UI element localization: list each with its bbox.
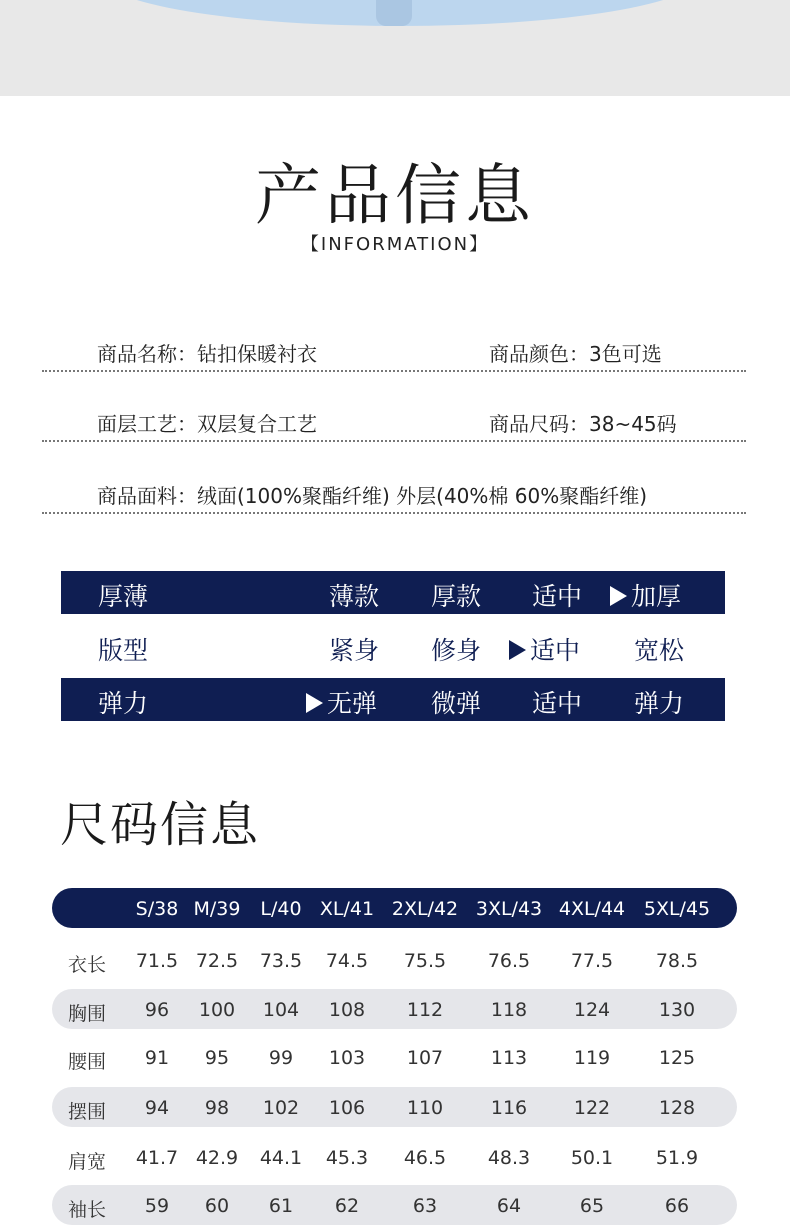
- info-row: [42, 472, 746, 514]
- size-col-header: 3XL/43: [475, 898, 543, 920]
- size-col-header: L/40: [260, 898, 302, 920]
- attr-row-thickness: [61, 571, 725, 614]
- size-cell: 46.5: [403, 1147, 447, 1169]
- size-cell: 73.5: [259, 950, 303, 972]
- size-col-header: M/39: [193, 898, 241, 920]
- triangle-marker-icon: [306, 693, 323, 713]
- size-table-header: [52, 888, 737, 928]
- attr-label: 版型: [98, 636, 149, 665]
- size-cell: 65: [579, 1195, 605, 1217]
- size-cell: 99: [268, 1047, 294, 1069]
- size-cell: 62: [334, 1195, 360, 1217]
- size-cell: 48.3: [487, 1147, 531, 1169]
- size-cell: 113: [490, 1047, 528, 1069]
- size-cell: 119: [573, 1047, 611, 1069]
- attr-row-elasticity: [61, 678, 725, 721]
- size-cell: 61: [268, 1195, 294, 1217]
- size-cell: 106: [328, 1097, 366, 1119]
- size-cell: 42.9: [195, 1147, 239, 1169]
- size-cell: 74.5: [325, 950, 369, 972]
- size-cell: 100: [198, 999, 236, 1021]
- attr-option: 适中: [532, 689, 583, 718]
- size-cell: 107: [406, 1047, 444, 1069]
- size-col-header: XL/41: [319, 898, 375, 920]
- size-row-hem: [52, 1087, 737, 1127]
- triangle-marker-icon: [610, 586, 627, 606]
- attr-option-selected: 无弹: [306, 684, 377, 720]
- attr-row-fit: [61, 625, 725, 668]
- attr-option-selected: 加厚: [610, 577, 681, 613]
- size-cell: 98: [204, 1097, 230, 1119]
- size-cell: 112: [406, 999, 444, 1021]
- size-cell: 78.5: [655, 950, 699, 972]
- info-craft: 面层工艺：双层复合工艺: [97, 412, 317, 436]
- size-cell: 60: [204, 1195, 230, 1217]
- size-cell: 41.7: [135, 1147, 179, 1169]
- info-fabric: 商品面料：绒面(100%聚酯纤维) 外层(40%棉 60%聚酯纤维): [97, 484, 648, 508]
- size-cell: 91: [144, 1047, 170, 1069]
- size-cell: 102: [262, 1097, 300, 1119]
- info-row: [42, 400, 746, 442]
- attr-option: 厚款: [431, 582, 482, 611]
- shirt-placket-image: [376, 0, 412, 26]
- size-cell: 116: [490, 1097, 528, 1119]
- size-row-shoulder: [52, 1137, 737, 1177]
- info-product-color: 商品颜色：3色可选: [489, 342, 662, 366]
- size-cell: 125: [658, 1047, 696, 1069]
- size-row-chest: [52, 989, 737, 1029]
- size-cell: 76.5: [487, 950, 531, 972]
- size-cell: 72.5: [195, 950, 239, 972]
- size-row-length: [52, 940, 737, 980]
- size-cell: 51.9: [655, 1147, 699, 1169]
- info-size-range: 商品尺码：38~45码: [489, 412, 677, 436]
- size-cell: 103: [328, 1047, 366, 1069]
- size-cell: 108: [328, 999, 366, 1021]
- size-cell: 44.1: [259, 1147, 303, 1169]
- size-cell: 128: [658, 1097, 696, 1119]
- size-cell: 71.5: [135, 950, 179, 972]
- size-cell: 104: [262, 999, 300, 1021]
- size-cell: 63: [412, 1195, 438, 1217]
- page-title: 产品信息: [255, 157, 535, 234]
- triangle-marker-icon: [509, 640, 526, 660]
- attr-option: 适中: [532, 582, 583, 611]
- size-row-waist: [52, 1037, 737, 1077]
- size-cell: 59: [144, 1195, 170, 1217]
- size-col-header: 4XL/44: [558, 898, 626, 920]
- size-cell: 77.5: [570, 950, 614, 972]
- attr-option-selected: 适中: [509, 631, 580, 667]
- size-cell: 96: [144, 999, 170, 1021]
- size-cell: 66: [664, 1195, 690, 1217]
- size-col-header: 2XL/42: [391, 898, 459, 920]
- size-cell: 50.1: [570, 1147, 614, 1169]
- size-cell: 94: [144, 1097, 170, 1119]
- attr-option: 微弹: [431, 689, 482, 718]
- size-cell: 130: [658, 999, 696, 1021]
- attr-option: 薄款: [329, 582, 380, 611]
- size-section-title: 尺码信息: [60, 797, 261, 853]
- attr-option: 紧身: [329, 636, 380, 665]
- size-row-label: 摆围: [68, 1101, 107, 1123]
- size-row-label: 衣长: [68, 954, 107, 976]
- size-col-header: 5XL/45: [643, 898, 711, 920]
- size-cell: 110: [406, 1097, 444, 1119]
- attr-label: 弹力: [98, 689, 149, 718]
- size-cell: 75.5: [403, 950, 447, 972]
- size-cell: 45.3: [325, 1147, 369, 1169]
- info-product-name: 商品名称：钻扣保暖衬衣: [97, 342, 317, 366]
- size-cell: 122: [573, 1097, 611, 1119]
- size-cell: 95: [204, 1047, 230, 1069]
- attr-option: 修身: [431, 636, 482, 665]
- size-row-sleeve: [52, 1185, 737, 1225]
- info-row: [42, 330, 746, 372]
- attr-label: 厚薄: [98, 582, 149, 611]
- size-row-label: 腰围: [68, 1051, 107, 1073]
- attr-option: 弹力: [634, 689, 685, 718]
- size-cell: 124: [573, 999, 611, 1021]
- size-col-header: S/38: [135, 898, 179, 920]
- product-photo: [0, 0, 790, 96]
- page-subtitle: 【INFORMATION】: [300, 234, 490, 255]
- size-cell: 118: [490, 999, 528, 1021]
- attr-option: 宽松: [634, 636, 685, 665]
- size-row-label: 肩宽: [68, 1151, 107, 1173]
- size-cell: 64: [496, 1195, 522, 1217]
- size-row-label: 袖长: [68, 1199, 107, 1221]
- size-row-label: 胸围: [68, 1003, 107, 1025]
